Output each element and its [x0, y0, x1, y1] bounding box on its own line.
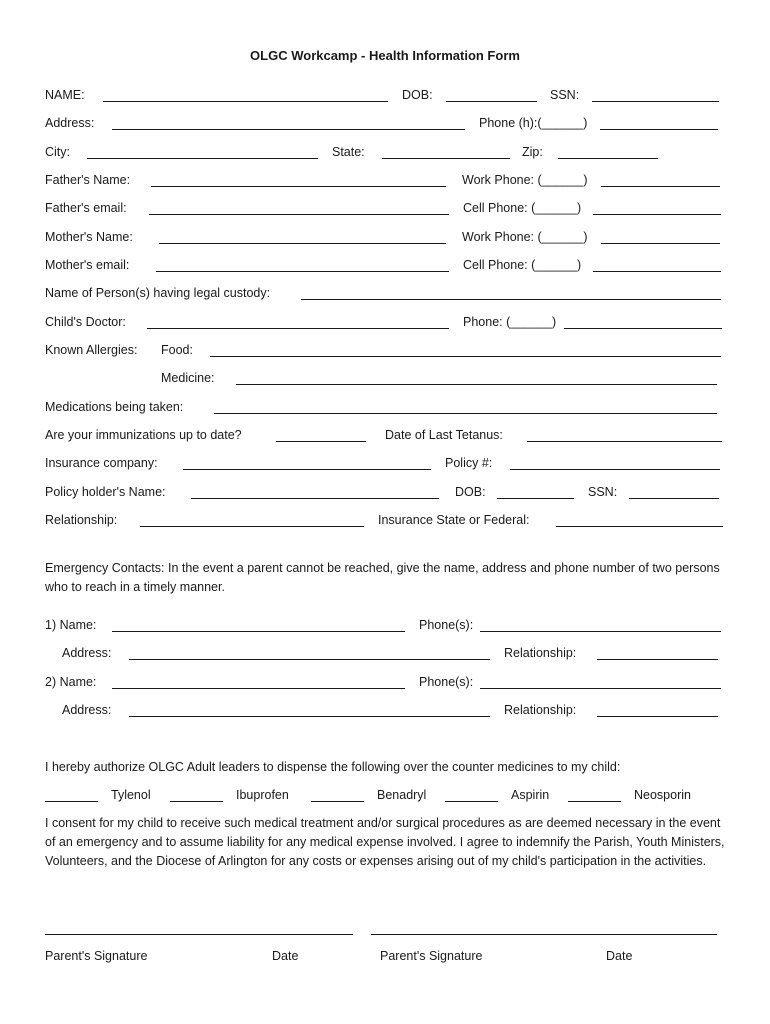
emergency-phones-label-2: Phone(s): — [419, 675, 474, 689]
medicine-label: Medicine: — [161, 371, 215, 385]
fathers-name-field[interactable] — [151, 186, 446, 187]
address-field[interactable] — [112, 129, 465, 130]
last-tetanus-field[interactable] — [527, 441, 722, 442]
neosporin-checkbox-line[interactable] — [568, 801, 621, 802]
mothers-email-label: Mother's email: — [45, 258, 130, 272]
childs-doctor-field[interactable] — [147, 328, 449, 329]
policy-holder-label: Policy holder's Name: — [45, 485, 166, 499]
emergency-relationship-field-1[interactable] — [597, 659, 718, 660]
work-phone-field-1[interactable] — [601, 186, 720, 187]
phone-home-label: Phone (h):(______) — [479, 116, 588, 130]
zip-field[interactable] — [558, 158, 658, 159]
immunizations-label: Are your immunizations up to date? — [45, 428, 242, 442]
emergency-phones-field-2[interactable] — [480, 688, 721, 689]
cell-phone-label-1: Cell Phone: (______) — [463, 201, 582, 215]
immunizations-field[interactable] — [276, 441, 366, 442]
emergency-phones-field-1[interactable] — [480, 631, 721, 632]
emergency-intro: Emergency Contacts: In the event a parent cannot be reached, give the name, address and phone number of two persons who to reach in a timely manner. — [45, 561, 720, 594]
policy-holder-ssn-field[interactable] — [629, 498, 719, 499]
name-field[interactable] — [103, 101, 388, 102]
insurance-company-field[interactable] — [183, 469, 431, 470]
policy-holder-field[interactable] — [191, 498, 439, 499]
consent-text: I consent for my child to receive such medical treatment and/or surgical procedures as are deemed necessary in the event of an emergency and to assume liability for any medical expense involved. I agree to indemnify the Parish, Youth Ministers, Volunteers, and the Diocese of Arlington for any costs or expenses arising out of my child's participation in the activities. — [45, 816, 725, 868]
emergency-address-field-1[interactable] — [129, 659, 490, 660]
known-allergies-label: Known Allergies: — [45, 343, 138, 357]
ssn-label: SSN: — [550, 88, 580, 102]
doctor-phone-field[interactable] — [564, 328, 722, 329]
fathers-email-label: Father's email: — [45, 201, 127, 215]
name-label: NAME: — [45, 88, 85, 102]
medicine-option: Neosporin — [634, 788, 691, 802]
policy-number-field[interactable] — [510, 469, 720, 470]
zip-label: Zip: — [522, 145, 543, 159]
mothers-name-label: Mother's Name: — [45, 230, 133, 244]
fathers-name-label: Father's Name: — [45, 173, 131, 187]
cell-phone-field-2[interactable] — [593, 271, 721, 272]
emergency-name-field-2[interactable] — [112, 688, 405, 689]
policy-number-label: Policy #: — [445, 456, 493, 470]
work-phone-label-1: Work Phone: (______) — [462, 173, 588, 187]
policy-holder-ssn-label: SSN: — [588, 485, 618, 499]
medicine-option: Benadryl — [377, 788, 427, 802]
emergency-phones-label-1: Phone(s): — [419, 618, 474, 632]
medicine-option: Aspirin — [511, 788, 550, 802]
insurance-state-label: Insurance State or Federal: — [378, 513, 530, 527]
childs-doctor-label: Child's Doctor: — [45, 315, 126, 329]
emergency-relationship-label-1: Relationship: — [504, 646, 577, 660]
form-title: OLGC Workcamp - Health Information Form — [250, 48, 520, 63]
date-label-1: Date — [272, 949, 299, 963]
insurance-company-label: Insurance company: — [45, 456, 158, 470]
parent-signature-label-2: Parent's Signature — [380, 949, 483, 963]
emergency-name-field-1[interactable] — [112, 631, 405, 632]
aspirin-checkbox-line[interactable] — [445, 801, 498, 802]
ssn-field[interactable] — [592, 101, 719, 102]
fathers-email-field[interactable] — [149, 214, 449, 215]
emergency-name-label-2: 2) Name: — [45, 675, 97, 689]
address-label: Address: — [45, 116, 95, 130]
city-label: City: — [45, 145, 70, 159]
phone-home-field[interactable] — [600, 129, 718, 130]
parent-signature-line-1[interactable] — [45, 934, 353, 935]
medicine-allergy-field[interactable] — [236, 384, 717, 385]
legal-custody-label: Name of Person(s) having legal custody: — [45, 286, 271, 300]
city-field[interactable] — [87, 158, 318, 159]
medications-label: Medications being taken: — [45, 400, 184, 414]
emergency-relationship-field-2[interactable] — [597, 716, 718, 717]
cell-phone-field-1[interactable] — [593, 214, 721, 215]
parent-signature-line-2[interactable] — [371, 934, 717, 935]
date-label-2: Date — [606, 949, 633, 963]
relationship-label: Relationship: — [45, 513, 118, 527]
policy-holder-dob-field[interactable] — [497, 498, 574, 499]
last-tetanus-label: Date of Last Tetanus: — [385, 428, 503, 442]
relationship-field[interactable] — [140, 526, 364, 527]
legal-custody-field[interactable] — [301, 299, 721, 300]
emergency-address-field-2[interactable] — [129, 716, 490, 717]
state-field[interactable] — [382, 158, 510, 159]
work-phone-field-2[interactable] — [601, 243, 720, 244]
mothers-name-field[interactable] — [159, 243, 446, 244]
food-allergy-field[interactable] — [210, 356, 721, 357]
policy-holder-dob-label: DOB: — [455, 485, 486, 499]
medicine-option: Ibuprofen — [236, 788, 289, 802]
insurance-state-field[interactable] — [556, 526, 723, 527]
dob-label: DOB: — [402, 88, 433, 102]
dob-field[interactable] — [446, 101, 537, 102]
authorization-text: I hereby authorize OLGC Adult leaders to dispense the following over the counter medicines to my child: — [45, 760, 621, 774]
emergency-name-label-1: 1) Name: — [45, 618, 97, 632]
parent-signature-label-1: Parent's Signature — [45, 949, 148, 963]
mothers-email-field[interactable] — [156, 271, 449, 272]
cell-phone-label-2: Cell Phone: (______) — [463, 258, 582, 272]
medicine-option: Tylenol — [111, 788, 151, 802]
emergency-address-label-1: Address: — [62, 646, 112, 660]
food-label: Food: — [161, 343, 193, 357]
tylenol-checkbox-line[interactable] — [45, 801, 98, 802]
emergency-relationship-label-2: Relationship: — [504, 703, 577, 717]
state-label: State: — [332, 145, 365, 159]
work-phone-label-2: Work Phone: (______) — [462, 230, 588, 244]
benadryl-checkbox-line[interactable] — [311, 801, 364, 802]
ibuprofen-checkbox-line[interactable] — [170, 801, 223, 802]
medications-field[interactable] — [214, 413, 717, 414]
doctor-phone-label: Phone: (______) — [463, 315, 557, 329]
emergency-address-label-2: Address: — [62, 703, 112, 717]
